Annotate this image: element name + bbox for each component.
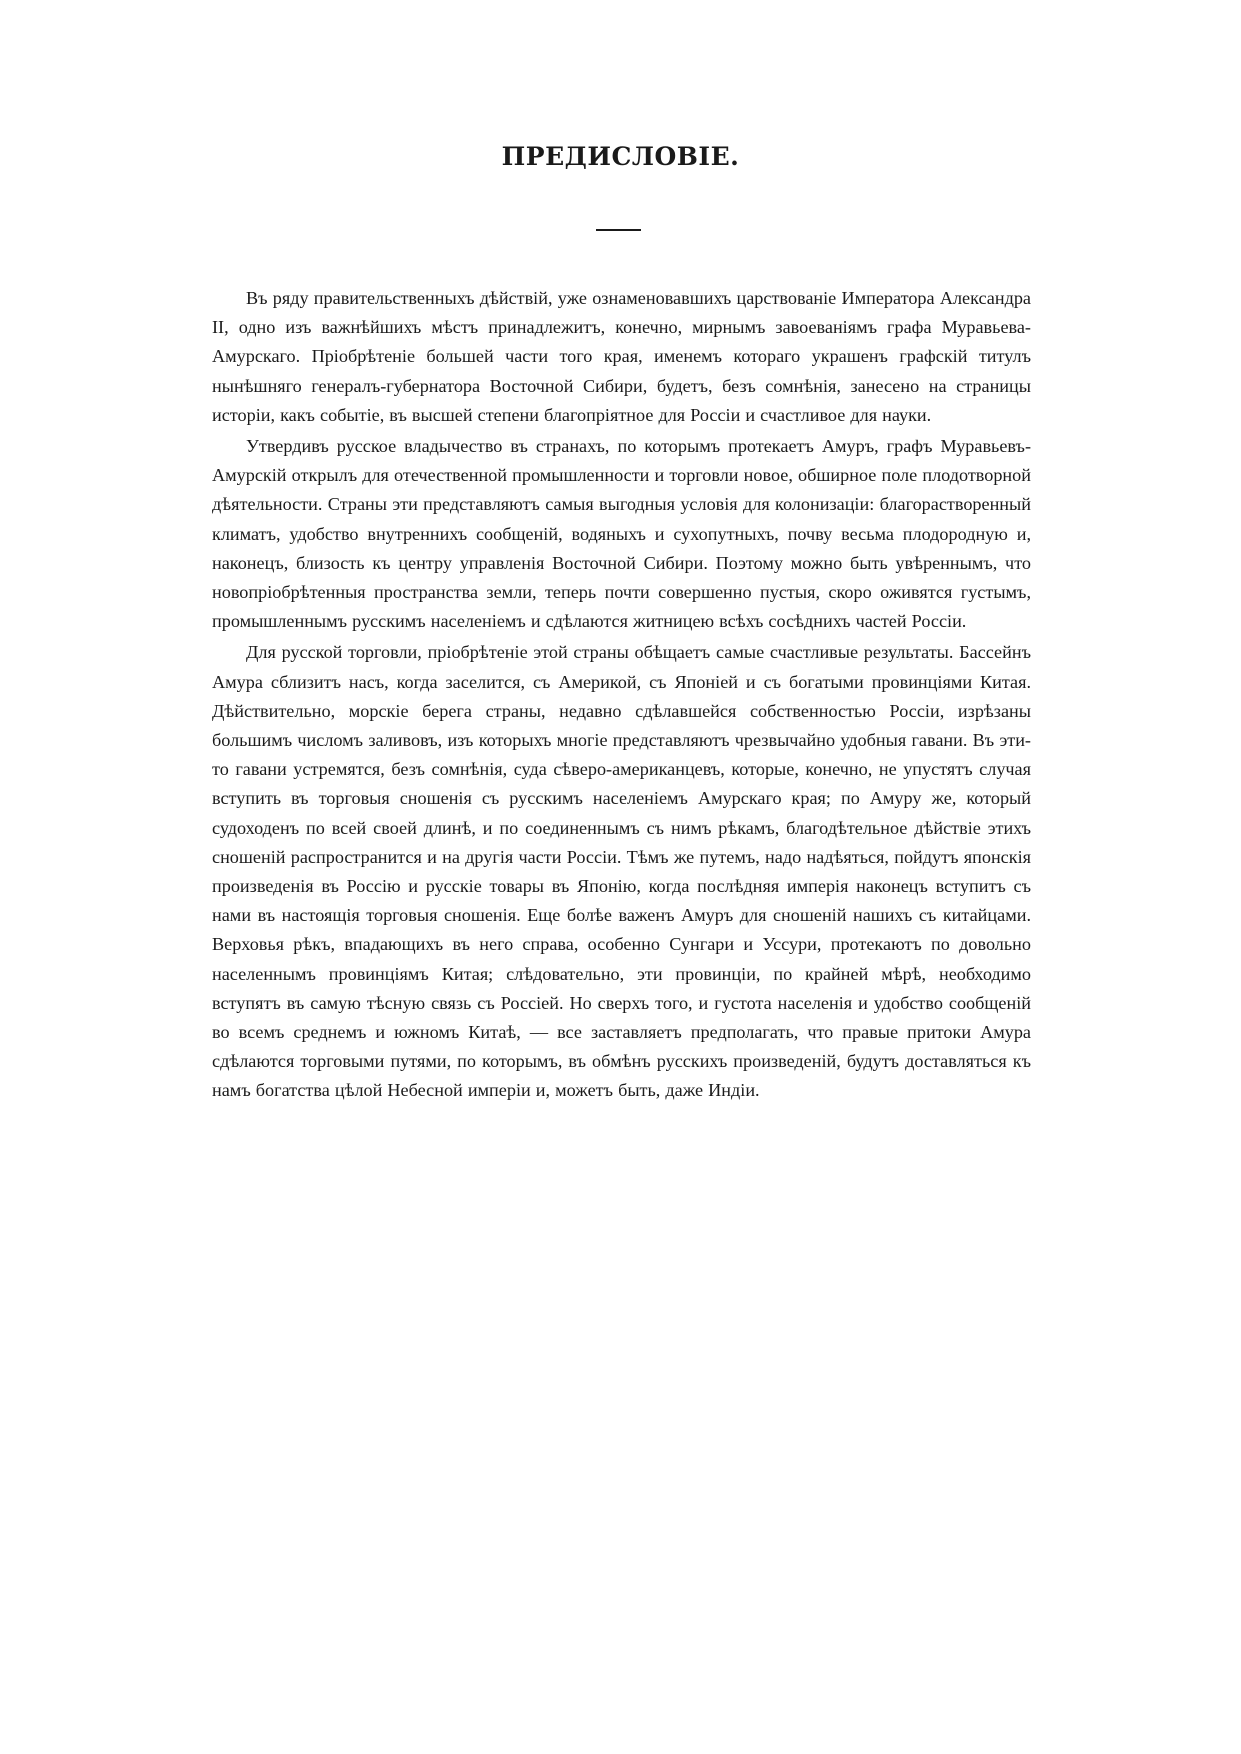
paragraph-2: Утвердивъ русское владычество въ странахъ, по которымъ протекаетъ Амуръ, графъ Муравьевъ-Амурскій открылъ для отечественной промышленности и торговли новое, обширное поле плодотворной дѣятельности. Страны эти представляютъ самыя выгодныя условія для колонизаціи: благорастворенный климатъ, удобство внутреннихъ сообщеній, водяныхъ и сухопутныхъ, почву весьма плодородную и, наконецъ, близость къ центру управленія Восточной Сибири. Поэтому можно быть увѣреннымъ, что новопріобрѣтенныя пространства земли, теперь почти совершенно пустыя, скоро оживятся густымъ, промышленнымъ русскимъ населеніемъ и сдѣлаются житницею всѣхъ сосѣднихъ частей Россіи. (212, 436, 1031, 632)
title-divider (596, 229, 641, 231)
preface-body (212, 284, 1031, 1106)
paragraph-3: Для русской торговли, пріобрѣтеніе этой страны обѣщаетъ самые счастливые результаты. Бассейнъ Амура сблизитъ насъ, когда заселится, съ Америкой, съ Японіей и съ богатыми провинціями Китая. Дѣйствительно, морскіе берега страны, недавно сдѣлавшейся собственностью Россіи, изрѣзаны большимъ числомъ заливовъ, изъ которыхъ многіе представляютъ чрезвычайно удобныя гавани. Въ эти-то гавани устремятся, безъ сомнѣнія, суда сѣверо-американцевъ, которые, конечно, не упустятъ случая вступить въ торговыя сношенія съ русскимъ населеніемъ Амурскаго края; по Амуру же, который судоходенъ по всей своей длинѣ, и по соединеннымъ съ нимъ рѣкамъ, благодѣтельное дѣйствіе этихъ сношеній распространится и на другія части Россіи. Тѣмъ же путемъ, надо надѣяться, пойдутъ японскія произведенія въ Россію и русскіе товары въ Японію, когда послѣдняя имперія наконецъ вступитъ съ нами въ настоящія торговыя сношенія. Еще болѣе важенъ Амуръ для сношеній нашихъ съ китайцами. Верховья рѣкъ, впадающихъ въ него справа, особенно Сунгари и Уссури, протекаютъ по довольно населеннымъ провинціямъ Китая; слѣдовательно, эти провинціи, по крайней мѣрѣ, необходимо вступятъ въ самую тѣсную связь съ Россіей. Но сверхъ того, и густота населенія и удобство сообщеній во всемъ среднемъ и южномъ Китаѣ, — все заставляетъ предполагать, что правые притоки Амура сдѣлаются торговыми путями, по которымъ, въ обмѣнъ русскихъ произведеній, будутъ доставляться къ намъ богатства цѣлой Небесной имперіи и, можетъ быть, даже Индіи. (212, 642, 1031, 1101)
paragraph-1: Въ ряду правительственныхъ дѣйствій, уже ознаменовавшихъ царствованіе Императора Александра II, одно изъ важнѣйшихъ мѣстъ принадлежитъ, конечно, мирнымъ завоеваніямъ графа Муравьева-Амурскаго. Пріобрѣтеніе большей части того края, именемъ котораго украшенъ графскій титулъ нынѣшняго генералъ-губернатора Восточной Сибири, будетъ, безъ сомнѣнія, занесено на страницы исторіи, какъ событіе, въ высшей степени благопріятное для Россіи и счастливое для науки. (212, 288, 1031, 425)
page-title: ПРЕДИСЛОВІЕ. (501, 142, 740, 171)
